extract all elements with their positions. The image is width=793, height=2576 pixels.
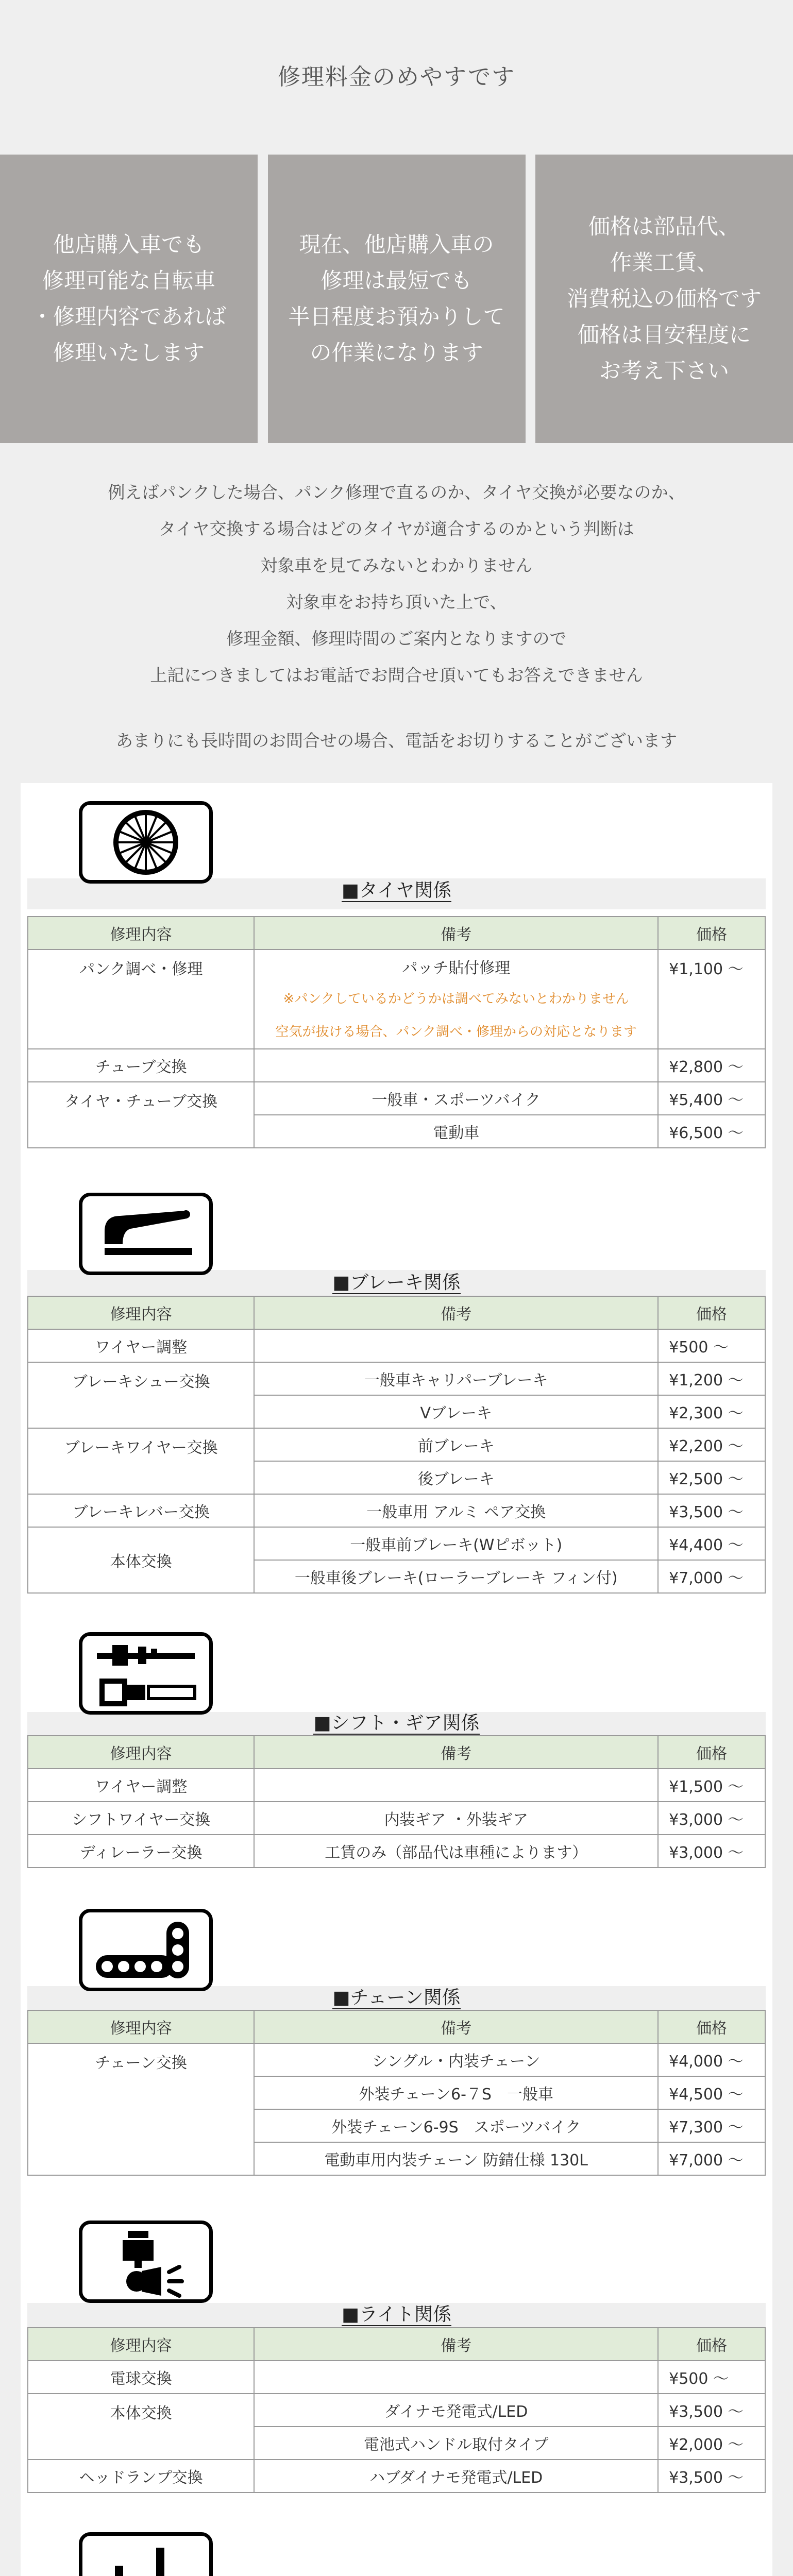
table-row: 外装チェーン6-７S 一般車 ¥4,500 ～ [28, 2076, 765, 2109]
phone-warning: あまりにも長時間のお問合せの場合、電話をお切りすることがございます [116, 731, 677, 751]
puncture-note: 空気が抜ける場合、パンク調べ・修理からの対応となります [275, 1024, 637, 1040]
table-header [28, 1296, 765, 1329]
header-price: 価格 [658, 917, 765, 950]
table-header [28, 2010, 765, 2043]
light-icon [79, 2221, 213, 2303]
section-title-light: ■ライト関係 [342, 2304, 451, 2325]
wheel-icon [79, 801, 213, 884]
header-price: 価格 [658, 2010, 765, 2043]
header-note: 備考 [254, 917, 658, 950]
price-table-tire [27, 916, 766, 1148]
table-row: 本体交換 一般車前ブレーキ(Wピボット) ¥4,400 ～ [28, 1527, 765, 1560]
table-header [28, 917, 765, 950]
table-row: 電池式ハンドル取付タイプ ¥2,000 ～ [28, 2427, 765, 2460]
table-row: Vブレーキ ¥2,300 ～ [28, 1395, 765, 1428]
table-row: チューブ交換 ¥2,800 ～ [28, 1049, 765, 1082]
intro-line: 対象車を見てみないとわかりません [260, 555, 533, 575]
table-row: 本体交換 ダイナモ発電式/LED ¥3,500 ～ [28, 2394, 765, 2427]
training-wheel-icon [79, 2532, 213, 2576]
table-header [28, 1736, 765, 1769]
table-row: ワイヤー調整 ¥1,500 ～ [28, 1769, 765, 1802]
header-price: 価格 [658, 1736, 765, 1769]
intro-line: 修理金額、修理時間のご案内となりますので [226, 629, 567, 649]
info-box-price-note: 価格は部品代、 作業工賃、 消費税込の価格です 価格は目安程度に お考え下さい [535, 155, 793, 443]
table-row: ブレーキレバー交換 一般車用 アルミ ペア交換 ¥3,500 ～ [28, 1494, 765, 1527]
price-table-chain [27, 2010, 766, 2176]
table-row: ディレーラー交換 工賃のみ（部品代は車種によります） ¥3,000 ～ [28, 1835, 765, 1868]
table-row: 外装チェーン6-9S スポーツバイク ¥7,300 ～ [28, 2109, 765, 2142]
section-title-shift: ■シフト・ギア関係 [313, 1713, 480, 1734]
chain-icon [79, 1909, 213, 1991]
table-row: ヘッドランプ交換 ハブダイナモ発電式/LED ¥3,500 ～ [28, 2460, 765, 2493]
intro-line: 例えばパンクした場合、パンク修理で直るのか、タイヤ交換が必要なのか、 [108, 482, 685, 502]
section-title-chain: ■チェーン関係 [332, 1987, 461, 2008]
info-boxes [0, 155, 793, 443]
table-row: 電動車 ¥6,500 ～ [28, 1115, 765, 1148]
intro-line: 対象車をお持ち頂いた上で、 [286, 592, 507, 612]
header-price: 価格 [658, 1296, 765, 1329]
table-row: シフトワイヤー交換 内装ギア ・外装ギア ¥3,000 ～ [28, 1802, 765, 1835]
page-title: 修理料金のめやすです [277, 64, 516, 90]
header-note: 備考 [254, 1296, 658, 1329]
info-box-repair-time: 現在、他店購入車の 修理は最短でも 半日程度お預かりして の作業になります [268, 155, 526, 443]
section-title-brake: ■ブレーキ関係 [332, 1272, 461, 1293]
puncture-note: ※パンクしているかどうかは調べてみないとわかりません [283, 991, 629, 1007]
price-table-brake [27, 1296, 766, 1594]
table-header [28, 2328, 765, 2361]
intro-line: タイヤ交換する場合はどのタイヤが適合するのかという判断は [159, 519, 634, 539]
table-row: ワイヤー調整 ¥500 ～ [28, 1329, 765, 1362]
price-panel [21, 783, 772, 2576]
table-row: 電球交換 ¥500 ～ [28, 2361, 765, 2394]
table-row: 後ブレーキ ¥2,500 ～ [28, 1461, 765, 1494]
table-row: 一般車後ブレーキ(ローラーブレーキ フィン付) ¥7,000 ～ [28, 1560, 765, 1593]
header-note: 備考 [254, 2010, 658, 2043]
header-note: 備考 [254, 1736, 658, 1769]
table-row: タイヤ・チューブ交換 一般車・スポーツバイク ¥5,400 ～ [28, 1082, 765, 1115]
table-row: ブレーキワイヤー交換 前ブレーキ ¥2,200 ～ [28, 1428, 765, 1461]
shifter-icon [79, 1632, 213, 1715]
table-row: 電動車用内装チェーン 防錆仕様 130L ¥7,000 ～ [28, 2142, 765, 2175]
table-row: チェーン交換 シングル・内装チェーン ¥4,000 ～ [28, 2043, 765, 2076]
header-item: 修理内容 [28, 2328, 254, 2361]
header-item: 修理内容 [28, 917, 254, 950]
intro-text [0, 474, 793, 693]
brake-lever-icon [79, 1193, 213, 1275]
table-row: パンク調べ・修理 パッチ貼付修理 ¥1,100 ～ [28, 950, 765, 982]
header-item: 修理内容 [28, 1296, 254, 1329]
section-title-tire: ■タイヤ関係 [341, 880, 452, 901]
price-table-light [27, 2327, 766, 2493]
intro-line: 上記につきましてはお電話でお問合せ頂いてもお答えできません [150, 665, 643, 685]
info-box-other-shop: 他店購入車でも 修理可能な自転車 ・修理内容であれば 修理いたします [0, 155, 258, 443]
header-item: 修理内容 [28, 1736, 254, 1769]
table-row: ブレーキシュー交換 一般車キャリパーブレーキ ¥1,200 ～ [28, 1362, 765, 1395]
header-item: 修理内容 [28, 2010, 254, 2043]
price-table-shift [27, 1735, 766, 1868]
header-note: 備考 [254, 2328, 658, 2361]
header-price: 価格 [658, 2328, 765, 2361]
